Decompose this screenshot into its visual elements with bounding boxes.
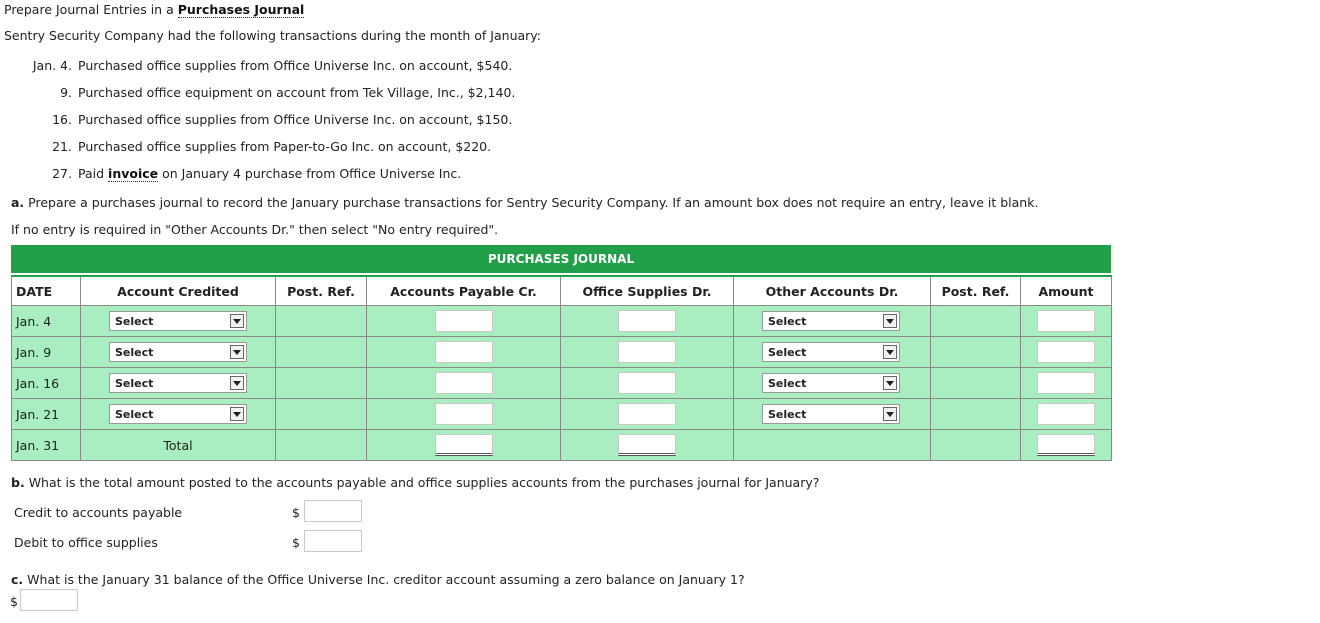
- other-accounts-cell: [734, 430, 931, 461]
- col-other-accounts-dr: Other Accounts Dr.: [734, 276, 931, 306]
- row-date: Jan. 9: [12, 337, 81, 368]
- part-a-label: a.: [11, 195, 25, 210]
- part-b-label: b.: [11, 475, 25, 490]
- part-a-instruction: [11, 195, 1038, 210]
- transaction-item: [10, 58, 512, 73]
- chevron-down-icon[interactable]: [230, 314, 244, 328]
- office-supplies-input[interactable]: [618, 310, 676, 332]
- table-row: [12, 337, 1112, 368]
- journal-header-row: [12, 276, 1112, 306]
- part-b-instruction: [11, 475, 819, 490]
- purchases-journal-link[interactable]: Purchases Journal: [177, 2, 305, 17]
- debit-office-supplies-label: Debit to office supplies: [14, 535, 158, 550]
- journal-table: [11, 275, 1112, 461]
- journal-title: PURCHASES JOURNAL: [11, 245, 1111, 273]
- transaction-day: 21.: [52, 139, 72, 154]
- account-credited-select[interactable]: Select: [109, 404, 247, 424]
- chevron-down-icon[interactable]: [883, 407, 897, 421]
- accounts-payable-input[interactable]: [435, 310, 493, 332]
- invoice-link[interactable]: invoice: [108, 166, 159, 181]
- transaction-text: Purchased office supplies from Office Universe Inc. on account, $150.: [78, 112, 513, 127]
- credit-accounts-payable-label: Credit to accounts payable: [14, 505, 183, 520]
- part-c-text: What is the January 31 balance of the Office Universe Inc. creditor account assuming a zero balance on January 1?: [27, 572, 745, 587]
- account-credited-select[interactable]: Select: [109, 342, 247, 362]
- col-date: DATE: [12, 276, 81, 306]
- accounts-payable-input[interactable]: [435, 372, 493, 394]
- office-supplies-total-input[interactable]: [618, 434, 676, 456]
- post-ref-cell: [276, 337, 367, 368]
- accounts-payable-total-input[interactable]: [435, 434, 493, 456]
- post-ref-cell: [931, 399, 1021, 430]
- row-date: Jan. 31: [12, 430, 81, 461]
- account-credited-select[interactable]: Select: [109, 311, 247, 331]
- col-account-credited: Account Credited: [81, 276, 276, 306]
- purchases-journal: [11, 245, 1111, 461]
- post-ref-cell: [276, 430, 367, 461]
- chevron-down-icon[interactable]: [883, 376, 897, 390]
- post-ref-cell: [931, 337, 1021, 368]
- table-row: [12, 306, 1112, 337]
- transaction-item: [10, 112, 512, 127]
- page-header: [4, 2, 304, 17]
- currency-symbol: $: [292, 505, 300, 520]
- other-accounts-select[interactable]: Select: [762, 404, 900, 424]
- transaction-day: 16.: [52, 112, 72, 127]
- total-label: Total: [81, 430, 276, 461]
- transaction-day: 27.: [52, 166, 72, 181]
- amount-total-input[interactable]: [1037, 434, 1095, 456]
- col-post-ref-2: Post. Ref.: [931, 276, 1021, 306]
- chevron-down-icon[interactable]: [230, 376, 244, 390]
- row-date: Jan. 21: [12, 399, 81, 430]
- other-accounts-select[interactable]: Select: [762, 311, 900, 331]
- other-accounts-select[interactable]: Select: [762, 342, 900, 362]
- col-amount: Amount: [1021, 276, 1112, 306]
- transaction-text: Paid: [78, 166, 109, 181]
- amount-input[interactable]: [1037, 403, 1095, 425]
- currency-symbol: $: [10, 594, 18, 609]
- part-c-instruction: [11, 572, 745, 587]
- accounts-payable-input[interactable]: [435, 403, 493, 425]
- transaction-item: [10, 85, 515, 100]
- col-office-supplies-dr: Office Supplies Dr.: [561, 276, 734, 306]
- chevron-down-icon[interactable]: [230, 345, 244, 359]
- post-ref-cell: [931, 306, 1021, 337]
- office-supplies-input[interactable]: [618, 341, 676, 363]
- table-row: [12, 368, 1112, 399]
- transaction-text: Purchased office equipment on account from Tek Village, Inc., $2,140.: [78, 85, 516, 100]
- post-ref-cell: [931, 430, 1021, 461]
- post-ref-cell: [276, 306, 367, 337]
- part-b-text: What is the total amount posted to the accounts payable and office supplies accounts from the purchases journal for January?: [28, 475, 820, 490]
- part-a-text: Prepare a purchases journal to record the January purchase transactions for Sentry Security Company. If an amount box does not require an entry, leave it blank.: [28, 195, 1039, 210]
- office-supplies-input[interactable]: [618, 403, 676, 425]
- chevron-down-icon[interactable]: [230, 407, 244, 421]
- credit-accounts-payable-input[interactable]: [304, 500, 362, 522]
- post-ref-cell: [276, 399, 367, 430]
- transaction-item: [10, 139, 491, 154]
- header-prefix: Prepare Journal Entries in a: [4, 2, 178, 17]
- table-row: [12, 399, 1112, 430]
- post-ref-cell: [931, 368, 1021, 399]
- amount-input[interactable]: [1037, 372, 1095, 394]
- col-post-ref: Post. Ref.: [276, 276, 367, 306]
- part-a-note: If no entry is required in "Other Accounts Dr." then select "No entry required".: [11, 222, 499, 237]
- post-ref-cell: [276, 368, 367, 399]
- transaction-text: Purchased office supplies from Paper-to-Go Inc. on account, $220.: [78, 139, 492, 154]
- total-row: [12, 430, 1112, 461]
- accounts-payable-input[interactable]: [435, 341, 493, 363]
- chevron-down-icon[interactable]: [883, 345, 897, 359]
- amount-input[interactable]: [1037, 310, 1095, 332]
- transaction-text: on January 4 purchase from Office Universe Inc.: [158, 166, 462, 181]
- col-accounts-payable-cr: Accounts Payable Cr.: [367, 276, 561, 306]
- transaction-item: [10, 166, 461, 181]
- transaction-text: Purchased office supplies from Office Universe Inc. on account, $540.: [78, 58, 513, 73]
- account-credited-select[interactable]: Select: [109, 373, 247, 393]
- transaction-day: Jan. 4.: [32, 58, 72, 73]
- transaction-day: 9.: [60, 85, 72, 100]
- creditor-balance-input[interactable]: [20, 589, 78, 611]
- part-c-label: c.: [11, 572, 24, 587]
- row-date: Jan. 16: [12, 368, 81, 399]
- row-date: Jan. 4: [12, 306, 81, 337]
- currency-symbol: $: [292, 535, 300, 550]
- amount-input[interactable]: [1037, 341, 1095, 363]
- intro-text: Sentry Security Company had the following transactions during the month of January:: [4, 28, 541, 43]
- other-accounts-select[interactable]: Select: [762, 373, 900, 393]
- office-supplies-input[interactable]: [618, 372, 676, 394]
- chevron-down-icon[interactable]: [883, 314, 897, 328]
- debit-office-supplies-input[interactable]: [304, 530, 362, 552]
